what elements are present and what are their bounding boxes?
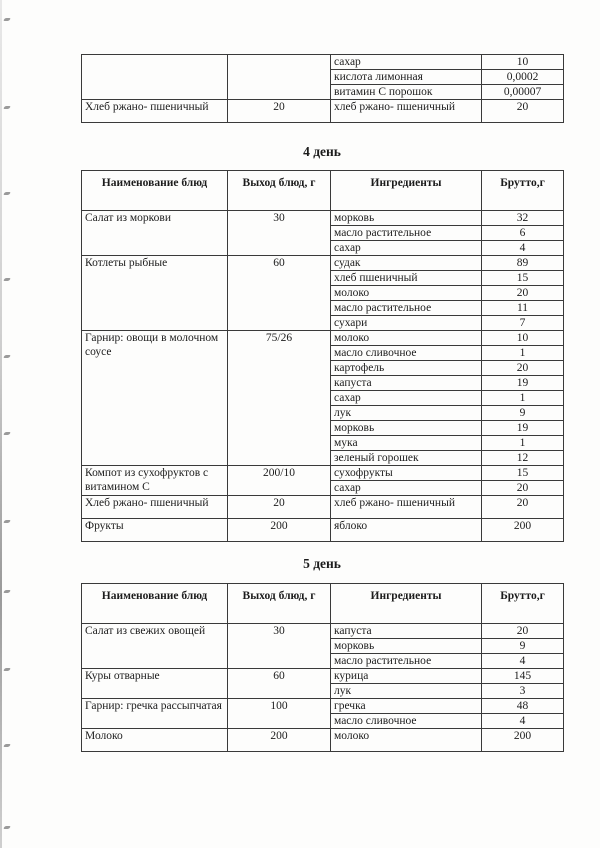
table-body xyxy=(82,624,564,752)
ingredient-name-cell: сахар xyxy=(331,391,482,406)
ingredient-name-cell: лук xyxy=(331,684,482,699)
ingredient-name-cell: хлеб пшеничный xyxy=(331,271,482,286)
gross-weight-cell: 9 xyxy=(482,406,564,421)
gross-weight-cell: 9 xyxy=(482,639,564,654)
table-row xyxy=(82,256,564,271)
dish-name-cell: Компот из сухофруктов с витамином С xyxy=(82,466,228,496)
binder-hole-mark-icon xyxy=(4,590,12,594)
binder-hole-mark-icon xyxy=(4,106,12,110)
menu-table-day-4 xyxy=(81,170,564,542)
dish-name-cell: Гарнир: овощи в молочном соусе xyxy=(82,331,228,466)
dish-name-cell xyxy=(82,55,228,100)
ingredient-name-cell: сахар xyxy=(331,55,482,70)
table-row xyxy=(82,466,564,481)
column-header-dish: Наименование блюд xyxy=(82,171,228,211)
gross-weight-cell: 11 xyxy=(482,301,564,316)
dish-name-cell: Салат из свежих овощей xyxy=(82,624,228,669)
ingredient-name-cell: масло сливочное xyxy=(331,346,482,361)
gross-weight-cell: 89 xyxy=(482,256,564,271)
table-row xyxy=(82,729,564,752)
dish-name-cell: Гарнир: гречка рассыпчатая xyxy=(82,699,228,729)
ingredient-name-cell: хлеб ржано- пшеничный xyxy=(331,496,482,519)
table-row xyxy=(82,519,564,542)
column-header-gross: Брутто,г xyxy=(482,171,564,211)
gross-weight-cell: 32 xyxy=(482,211,564,226)
yield-cell: 20 xyxy=(228,496,331,519)
gross-weight-cell: 15 xyxy=(482,271,564,286)
table-row xyxy=(82,699,564,714)
gross-weight-cell: 12 xyxy=(482,451,564,466)
binder-hole-mark-icon xyxy=(4,668,12,672)
yield-cell xyxy=(228,55,331,100)
ingredient-name-cell: масло сливочное xyxy=(331,714,482,729)
binder-hole-mark-icon xyxy=(4,520,12,524)
gross-weight-cell: 20 xyxy=(482,100,564,123)
column-header-gross: Брутто,г xyxy=(482,584,564,624)
ingredient-name-cell: яблоко xyxy=(331,519,482,542)
table-row xyxy=(82,55,564,70)
ingredient-name-cell: сухофрукты xyxy=(331,466,482,481)
ingredient-name-cell: масло растительное xyxy=(331,301,482,316)
scan-page-edge xyxy=(0,0,2,848)
dish-name-cell: Фрукты xyxy=(82,519,228,542)
gross-weight-cell: 145 xyxy=(482,669,564,684)
binder-hole-mark-icon xyxy=(4,192,12,196)
ingredient-name-cell: картофель xyxy=(331,361,482,376)
gross-weight-cell: 0,0002 xyxy=(482,70,564,85)
gross-weight-cell: 1 xyxy=(482,436,564,451)
ingredient-name-cell: кислота лимонная xyxy=(331,70,482,85)
gross-weight-cell: 200 xyxy=(482,729,564,752)
dish-name-cell: Хлеб ржано- пшеничный xyxy=(82,100,228,123)
gross-weight-cell: 4 xyxy=(482,241,564,256)
ingredient-name-cell: сухари xyxy=(331,316,482,331)
ingredient-name-cell: сахар xyxy=(331,241,482,256)
gross-weight-cell: 15 xyxy=(482,466,564,481)
yield-cell: 75/26 xyxy=(228,331,331,466)
gross-weight-cell: 0,00007 xyxy=(482,85,564,100)
yield-cell: 30 xyxy=(228,211,331,256)
gross-weight-cell: 10 xyxy=(482,331,564,346)
menu-table-continuation xyxy=(81,54,564,123)
ingredient-name-cell: масло растительное xyxy=(331,654,482,669)
ingredient-name-cell: гречка xyxy=(331,699,482,714)
ingredient-name-cell: курица xyxy=(331,669,482,684)
dish-name-cell: Салат из моркови xyxy=(82,211,228,256)
yield-cell: 30 xyxy=(228,624,331,669)
yield-cell: 60 xyxy=(228,669,331,699)
table-row xyxy=(82,669,564,684)
gross-weight-cell: 7 xyxy=(482,316,564,331)
gross-weight-cell: 10 xyxy=(482,55,564,70)
gross-weight-cell: 4 xyxy=(482,654,564,669)
gross-weight-cell: 1 xyxy=(482,391,564,406)
binder-hole-mark-icon xyxy=(4,826,12,830)
table-row xyxy=(82,100,564,123)
table-body xyxy=(82,55,564,123)
table-header xyxy=(82,171,564,211)
ingredient-name-cell: молоко xyxy=(331,729,482,752)
ingredient-name-cell: хлеб ржано- пшеничный xyxy=(331,100,482,123)
ingredient-name-cell: морковь xyxy=(331,211,482,226)
binder-hole-mark-icon xyxy=(4,744,12,748)
gross-weight-cell: 20 xyxy=(482,361,564,376)
gross-weight-cell: 20 xyxy=(482,496,564,519)
gross-weight-cell: 3 xyxy=(482,684,564,699)
dish-name-cell: Куры отварные xyxy=(82,669,228,699)
gross-weight-cell: 48 xyxy=(482,699,564,714)
table-row xyxy=(82,496,564,519)
ingredient-name-cell: судак xyxy=(331,256,482,271)
day-title-4: 4 день xyxy=(303,144,341,159)
ingredient-name-cell: витамин С порошок xyxy=(331,85,482,100)
menu-table-day-5 xyxy=(81,583,564,752)
binder-hole-mark-icon xyxy=(4,278,12,282)
binder-hole-mark-icon xyxy=(4,355,12,359)
ingredient-name-cell: молоко xyxy=(331,331,482,346)
yield-cell: 60 xyxy=(228,256,331,331)
table-row xyxy=(82,624,564,639)
gross-weight-cell: 20 xyxy=(482,624,564,639)
binder-hole-mark-icon xyxy=(4,18,12,22)
table-header xyxy=(82,584,564,624)
gross-weight-cell: 200 xyxy=(482,519,564,542)
ingredient-name-cell: сахар xyxy=(331,481,482,496)
column-header-yield: Выход блюд, г xyxy=(228,584,331,624)
dish-name-cell: Хлеб ржано- пшеничный xyxy=(82,496,228,519)
gross-weight-cell: 20 xyxy=(482,481,564,496)
ingredient-name-cell: капуста xyxy=(331,624,482,639)
column-header-ingredients: Ингредиенты xyxy=(331,584,482,624)
gross-weight-cell: 4 xyxy=(482,714,564,729)
column-header-dish: Наименование блюд xyxy=(82,584,228,624)
gross-weight-cell: 6 xyxy=(482,226,564,241)
ingredient-name-cell: морковь xyxy=(331,639,482,654)
gross-weight-cell: 1 xyxy=(482,346,564,361)
table-row xyxy=(82,331,564,346)
ingredient-name-cell: зеленый горошек xyxy=(331,451,482,466)
ingredient-name-cell: масло растительное xyxy=(331,226,482,241)
ingredient-name-cell: молоко xyxy=(331,286,482,301)
dish-name-cell: Молоко xyxy=(82,729,228,752)
ingredient-name-cell: капуста xyxy=(331,376,482,391)
binder-hole-mark-icon xyxy=(4,432,12,436)
yield-cell: 100 xyxy=(228,699,331,729)
yield-cell: 200 xyxy=(228,519,331,542)
table-row xyxy=(82,211,564,226)
ingredient-name-cell: лук xyxy=(331,406,482,421)
dish-name-cell: Котлеты рыбные xyxy=(82,256,228,331)
column-header-yield: Выход блюд, г xyxy=(228,171,331,211)
gross-weight-cell: 19 xyxy=(482,421,564,436)
gross-weight-cell: 19 xyxy=(482,376,564,391)
ingredient-name-cell: морковь xyxy=(331,421,482,436)
ingredient-name-cell: мука xyxy=(331,436,482,451)
yield-cell: 200 xyxy=(228,729,331,752)
column-header-ingredients: Ингредиенты xyxy=(331,171,482,211)
yield-cell: 20 xyxy=(228,100,331,123)
yield-cell: 200/10 xyxy=(228,466,331,496)
day-title-5: 5 день xyxy=(303,556,341,571)
table-body xyxy=(82,211,564,542)
gross-weight-cell: 20 xyxy=(482,286,564,301)
